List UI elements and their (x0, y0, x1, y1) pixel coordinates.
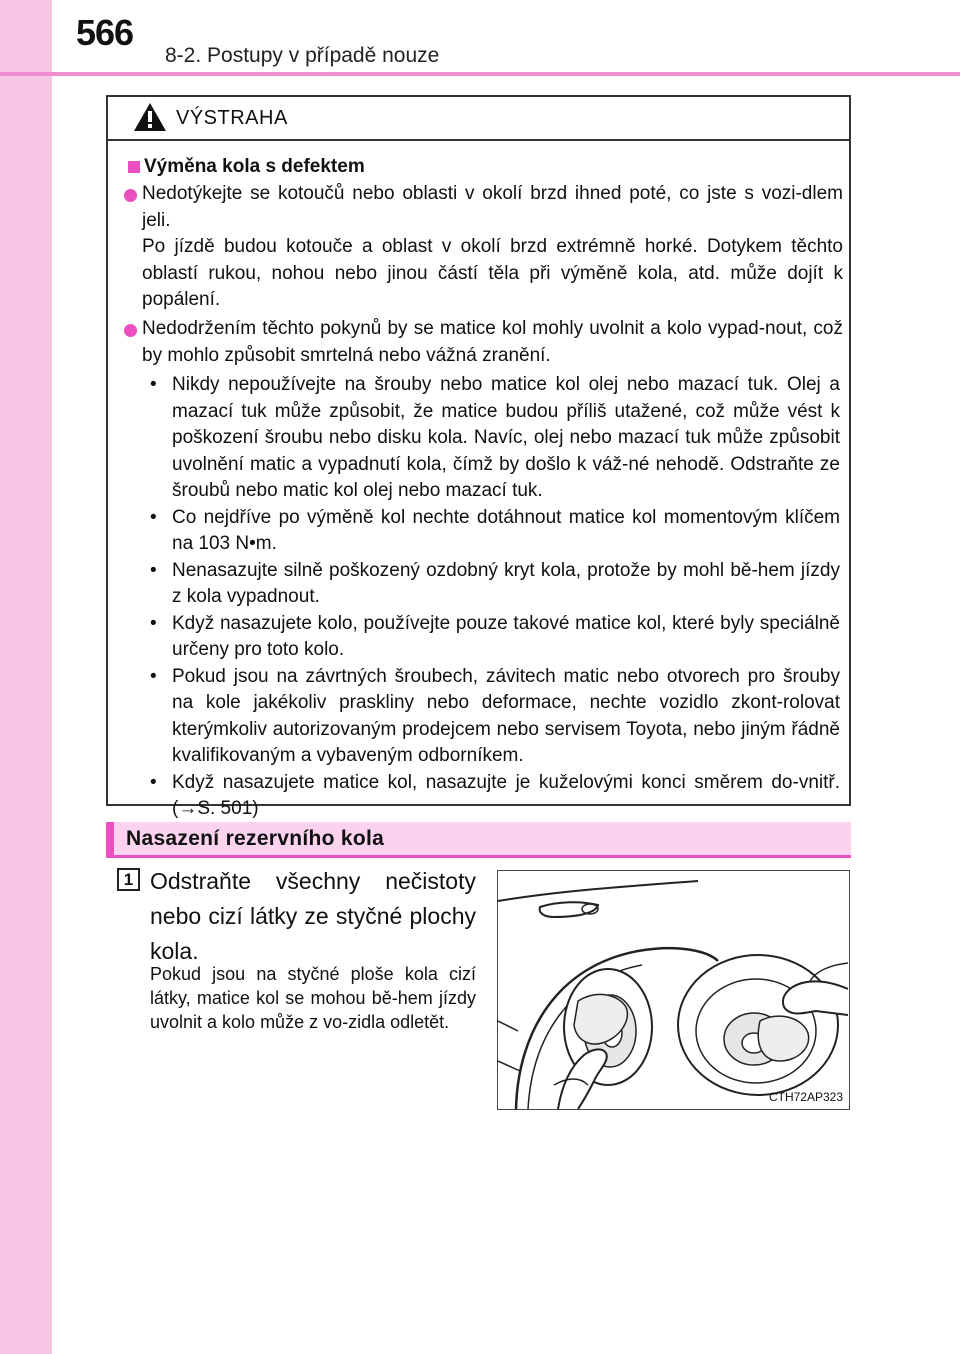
wheel-cleaning-illustration (497, 870, 850, 1110)
list-item: • Když nasazujete kolo, používejte pouze takové matice kol, které byly speciálně určeny pro toto kolo. (150, 612, 840, 660)
illustration-drawing (498, 871, 848, 1109)
list-item: • Když nasazujete matice kol, nasazujte je kuželovými konci směrem do-vnitř. (→S. 501) (150, 771, 840, 819)
circle-bullet-icon (124, 324, 137, 337)
square-bullet-icon (128, 161, 140, 173)
page-number: 566 (76, 12, 134, 53)
warning-item-text: Nedodržením těchto pokynů by se matice kol mohly uvolnit a kolo vypad-nout, což by mohlo způsobit smrtelná nebo vážná zranění. (142, 318, 843, 366)
list-item: • Pokud jsou na závrtných šroubech, závitech matic nebo otvorech pro šrouby na kole jakékoliv praskliny nebo deformace, nechte vozidlo zkont-rolovat kterýmkoliv autorizovaným prodejcem nebo servisem Toyota, nebo jiným řádně kvalifikovaným a vybaveným odborníkem. (150, 665, 840, 766)
running-title: 8-2. Postupy v případě nouze (165, 44, 440, 67)
step-note: Pokud jsou na styčné ploše kola cizí látky, matice kol se mohou bě-hem jízdy uvolnit a kolo může z vo-zidla odletět. (150, 964, 476, 1032)
list-item: • Nenasazujte silně poškozený ozdobný kryt kola, protože by mohl bě-hem jízdy z kola vypadnout. (150, 559, 840, 607)
warning-header (108, 97, 849, 141)
warning-item-text: Nedotýkejte se kotoučů nebo oblasti v okolí brzd ihned poté, co jste s vozi-dlem jeli. (142, 183, 843, 231)
step-instruction: Odstraňte všechny nečistoty nebo cizí látky ze styčné plochy kola. (150, 868, 476, 964)
warning-triangle-icon (132, 101, 168, 133)
list-item: • Co nejdříve po výměně kol nechte dotáhnout matice kol momentovým klíčem na 103 N•m. (150, 506, 840, 554)
step-number: 1 (117, 868, 140, 891)
warning-box (106, 95, 851, 819)
warning-bullet-list (142, 372, 840, 823)
section-title: Nasazení rezervního kola (126, 827, 385, 850)
illustration-code: CTH72AP323 (768, 1090, 843, 1104)
warning-label: VÝSTRAHA (176, 107, 288, 129)
header-rule (0, 72, 960, 76)
warning-item-text: Po jízdě budou kotouče a oblast v okolí brzd extrémně horké. Dotykem těchto oblastí rukou, nohou nebo jinou částí těla při výměně kola, atd. může dojít k popálení. (142, 236, 843, 310)
section-accent (106, 822, 114, 858)
circle-bullet-icon (124, 189, 137, 202)
list-item: • Nikdy nepoužívejte na šrouby nebo matice kol olej nebo mazací tuk. Olej a mazací tuk může způsobit, že matice budou příliš utažené, což může vést k poškození šroubu nebo disku kola. Navíc, olej nebo mazací tuk může způsobit uvolnění matic a vypadnutí kola, čímž by došlo k váž-né nehodě. Odstraňte ze šroubů nebo matic kol olej nebo mazací tuk. (150, 374, 840, 501)
warning-item (118, 181, 843, 314)
warning-section-heading (128, 156, 365, 178)
warning-section-title: Výměna kola s defektem (144, 156, 365, 177)
section-heading-bar (106, 822, 851, 858)
side-tab-strip (0, 0, 52, 1354)
warning-item (118, 316, 843, 369)
